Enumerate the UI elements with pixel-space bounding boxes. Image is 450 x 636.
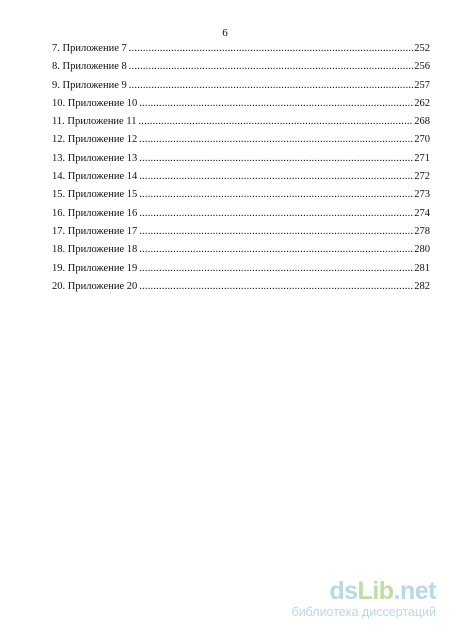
- dslib-watermark: [292, 578, 436, 620]
- toc-entry: [52, 152, 430, 170]
- logo-part-ds: ds: [329, 577, 358, 605]
- toc-entry-page: 282: [414, 280, 430, 292]
- toc-leader-dots: [139, 243, 413, 257]
- toc-entry-page: 280: [414, 244, 430, 256]
- toc-entry: [52, 170, 430, 188]
- toc-leader-dots: [139, 280, 413, 294]
- toc-leader-dots: [139, 97, 413, 111]
- toc-entry-page: 262: [414, 97, 430, 109]
- toc-entry-label: 8. Приложение 8: [52, 61, 127, 73]
- watermark-tagline: библиотека диссертаций: [291, 605, 436, 619]
- toc-entry: [52, 207, 430, 225]
- toc-entry: [52, 60, 430, 78]
- toc-entry-page: 272: [414, 171, 430, 183]
- toc-entry-label: 17. Приложение 17: [52, 225, 138, 237]
- dslib-logo: [292, 578, 436, 604]
- toc-entry: [52, 188, 430, 206]
- toc-leader-dots: [139, 152, 413, 166]
- toc-entry: [52, 79, 430, 97]
- toc-entry-label: 7. Приложение 7: [52, 43, 127, 54]
- toc-leader-dots: [139, 133, 413, 147]
- toc-leader-dots: [138, 115, 413, 129]
- toc-entry-page: 257: [414, 79, 430, 91]
- toc-entry: [52, 115, 430, 133]
- table-of-contents: [52, 42, 430, 298]
- toc-entry-page: 274: [414, 207, 430, 219]
- toc-entry-page: 270: [414, 134, 430, 146]
- toc-entry-label: 16. Приложение 16: [52, 207, 138, 219]
- toc-entry-label: 14. Приложение 14: [52, 171, 138, 183]
- logo-part-lib: Lib: [357, 577, 394, 605]
- toc-entry: [52, 243, 430, 261]
- toc-entry: [52, 280, 430, 298]
- toc-entry-label: 12. Приложение 12: [52, 134, 138, 146]
- toc-entry-label: 18. Приложение 18: [52, 244, 138, 256]
- toc-leader-dots: [139, 207, 413, 221]
- toc-entry-page: 252: [414, 43, 430, 54]
- toc-entry-page: 268: [414, 116, 430, 128]
- toc-entry-page: 273: [414, 189, 430, 201]
- toc-entry-page: 271: [414, 152, 430, 164]
- toc-entry-label: 15. Приложение 15: [52, 189, 138, 201]
- toc-leader-dots: [139, 225, 413, 239]
- toc-entry: [52, 42, 430, 60]
- toc-entry: [52, 97, 430, 115]
- toc-leader-dots: [139, 188, 413, 202]
- toc-entry-label: 11. Приложение 11: [52, 116, 137, 128]
- toc-entry-page: 281: [414, 262, 430, 274]
- toc-entry-label: 19. Приложение 19: [52, 262, 138, 274]
- toc-entry-label: 9. Приложение 9: [52, 79, 127, 91]
- toc-entry-page: 278: [414, 225, 430, 237]
- toc-entry-label: 10. Приложение 10: [52, 97, 138, 109]
- toc-leader-dots: [129, 42, 414, 56]
- toc-entry-label: 13. Приложение 13: [52, 152, 138, 164]
- toc-entry: [52, 225, 430, 243]
- toc-leader-dots: [129, 60, 414, 74]
- toc-entry-page: 256: [414, 61, 430, 73]
- toc-leader-dots: [139, 262, 413, 276]
- toc-entry-label: 20. Приложение 20: [52, 280, 138, 292]
- toc-leader-dots: [139, 170, 413, 184]
- toc-leader-dots: [129, 79, 414, 93]
- toc-entry: [52, 133, 430, 151]
- page-number: 6: [222, 27, 228, 39]
- logo-part-net: .net: [393, 577, 436, 605]
- toc-entry: [52, 262, 430, 280]
